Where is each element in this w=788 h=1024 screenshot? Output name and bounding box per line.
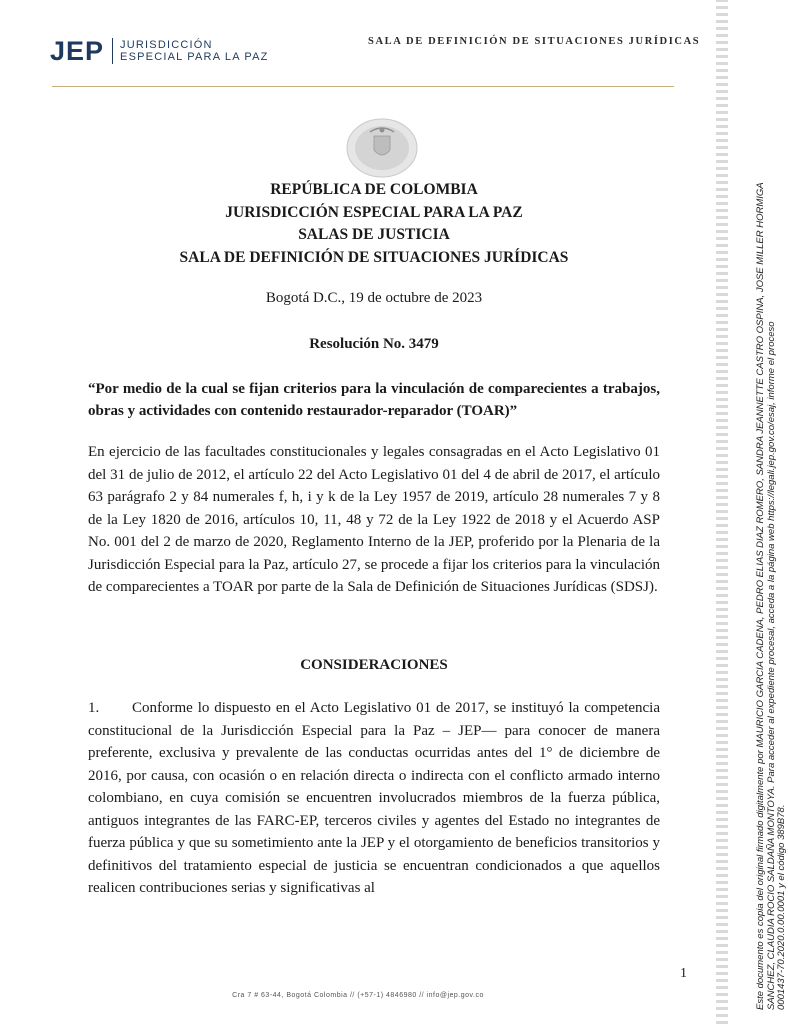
- logo-text: [120, 39, 269, 63]
- numbered-paragraph: [88, 697, 660, 900]
- stamp-border: [716, 0, 728, 1024]
- preamble-paragraph: En ejercicio de las facultades constitucionales y legales consagradas en el Acto Legislativo 01 del 31 de julio de 2012, el artículo 22 del Acto Legislativo 01 del 4 de abril de 2017, el artículo 63 parágrafo 2 y 84 numerales f, h, i y k de la Ley 1957 de 2019, artículo 28 numerales 7 y 8 de la Ley 1820 de 2016, artículos 10, 11, 48 y 72 de la Ley 1922 de 2018 y el Acuerdo ASP No. 001 del 2 de marzo de 2020, Reglamento Interno de la JEP, proferido por la Plenaria de la Jurisdicción Especial para la Paz, artículo 27, se procede a fijar los criterios para la vinculación de comparecientes a TOAR por parte de la Sala de Definición de Situaciones Jurídicas (SDSJ).: [88, 444, 660, 595]
- stamp-line: SANCHEZ, CLAUDIA ROCIO SALDAÑA MONTOYA. Para acceder al expediente procesal, acceda a la página web https://legali.jep.gov.co/esaj, informe el proceso: [765, 321, 777, 1010]
- header-divider: [52, 86, 674, 87]
- logo-line-1: JURISDICCIÓN: [120, 39, 213, 51]
- footer-address: Cra 7 # 63-44, Bogotá Colombia // (+57-1) 4846980 // info@jep.gov.co: [232, 992, 484, 999]
- section-heading: CONSIDERACIONES: [300, 657, 448, 673]
- logo-line-2: ESPECIAL PARA LA PAZ: [120, 51, 269, 63]
- document-date: Bogotá D.C., 19 de octubre de 2023: [265, 290, 483, 306]
- logo-divider: [112, 38, 113, 64]
- stamp-text: [756, 10, 788, 1010]
- paragraph-number: 1.: [88, 700, 100, 716]
- coat-of-arms-seal-icon: [346, 118, 418, 178]
- heading-line: SALAS DE JUSTICIA: [298, 226, 450, 243]
- heading-line: REPÚBLICA DE COLOMBIA: [270, 181, 478, 198]
- stamp-line: 0001437-70.2020.0.00.0001 y el código 389B78.: [776, 804, 787, 1010]
- document-heading: [88, 179, 660, 269]
- digital-signature-stamp: [716, 0, 787, 1024]
- resolution-title-quote: “Por medio de la cual se fijan criterios para la vinculación de comparecientes a trabajos, obras y actividades con contenido restaurador-reparador (TOAR)”: [88, 381, 660, 419]
- header-title: SALA DE DEFINICIÓN DE SITUACIONES JURÍDICAS: [368, 36, 701, 47]
- paragraph-text: Conforme lo dispuesto en el Acto Legislativo 01 de 2017, se instituyó la competencia constitucional de la Jurisdicción Especial para la Paz – JEP— para conocer de manera preferente, exclusiva y prevalente de las conductas ocurridas antes del 1° de diciembre de 2016, por causa, con ocasión o en relación directa o indirecta con el conflicto armado interno colombiano, en cuya comisión se encuentren involucrados miembros de la fuerza pública, antiguos integrantes de las FARC-EP, terceros civiles y agentes del Estado no integrantes de fuerza pública y que su sometimiento ante la JEP y el otorgamiento de beneficios transitorios y definitivos del tratamiento especial de justicia se encuentran condicionados a que aquellos realicen contribuciones serias y significativas al: [88, 700, 660, 896]
- resolution-number: Resolución No. 3479: [309, 336, 439, 352]
- page-number: 1: [680, 966, 687, 981]
- stamp-line: Este documento es copia del original firmado digitalmente por MAURICIO GARCIA CADENA, PEDRO ELIAS DIAZ ROMERO, SANDRA JEANNETTE CASTRO OSPINA, JOSE MILLER HORMIGA: [755, 182, 766, 1010]
- logo-mark: JEP: [50, 35, 105, 66]
- heading-line: JURISDICCIÓN ESPECIAL PARA LA PAZ: [225, 203, 523, 221]
- jep-logo: [50, 36, 269, 66]
- heading-line: SALA DE DEFINICIÓN DE SITUACIONES JURÍDICAS: [179, 248, 569, 266]
